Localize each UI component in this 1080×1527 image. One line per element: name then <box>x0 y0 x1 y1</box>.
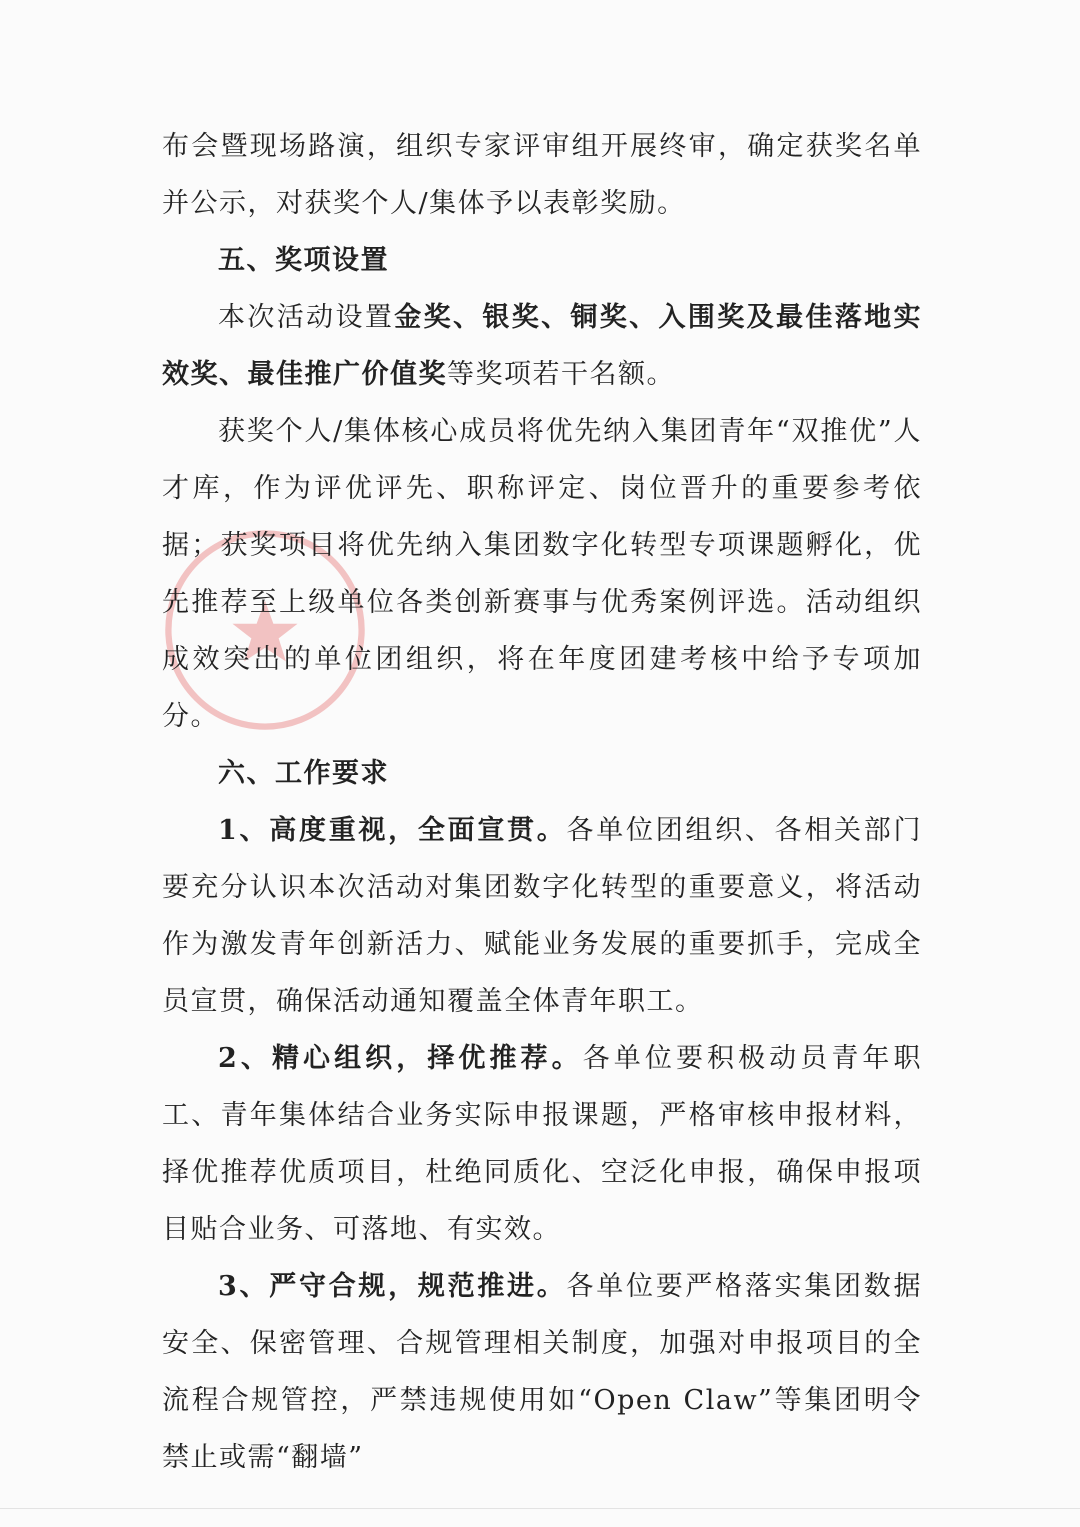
text-run: 各单位要严格落实集团数据安全、保密管理、合规管理相关制度，加强对申报项目的全流程合规管控，严禁违规使用如“Open Claw”等集团明令禁止或需“翻墙” <box>162 1271 923 1473</box>
paragraph <box>162 1258 922 1486</box>
paragraph <box>162 802 922 1030</box>
bold-text-run: 五、奖项设置 <box>218 245 389 276</box>
document-body <box>162 118 922 1486</box>
bold-text-run: 2、精心组织，择优推荐。 <box>218 1043 583 1074</box>
page-edge-line <box>0 1508 1080 1509</box>
paragraph <box>162 1030 922 1258</box>
paragraph <box>162 289 922 403</box>
text-run: 获奖个人/集体核心成员将优先纳入集团青年“双推优”人才库，作为评优评先、职称评定、岗位晋升的重要参考依据；获奖项目将优先纳入集团数字化转型专项课题孵化，优先推荐至上级单位各类创新赛事与优秀案例评选。活动组织成效突出的单位团组织，将在年度团建考核中给予专项加分。 <box>162 416 922 732</box>
paragraph <box>162 118 922 232</box>
text-run: 本次活动设置 <box>218 302 395 333</box>
bold-text-run: 金奖、银奖、铜奖、入围奖及最佳落地实效奖、最佳推广价值奖 <box>162 302 923 390</box>
text-run: 各单位要积极动员青年职工、青年集体结合业务实际申报课题，严格审核申报材料，择优推荐优质项目，杜绝同质化、空泛化申报，确保申报项目贴合业务、可落地、有实效。 <box>162 1043 922 1245</box>
text-run: 各单位团组织、各相关部门要充分认识本次活动对集团数字化转型的重要意义，将活动作为激发青年创新活力、赋能业务发展的重要抓手，完成全员宣贯，确保活动通知覆盖全体青年职工。 <box>162 815 923 1017</box>
bold-text-run: 1、高度重视，全面宣贯。 <box>218 815 567 846</box>
paragraph <box>162 403 922 745</box>
text-run: 等奖项若干名额。 <box>447 359 675 390</box>
section-heading <box>162 232 922 289</box>
section-heading <box>162 745 922 802</box>
text-run: 布会暨现场路演，组织专家评审组开展终审，确定获奖名单并公示，对获奖个人/集体予以表彰奖励。 <box>162 131 922 219</box>
bold-text-run: 3、严守合规，规范推进。 <box>218 1271 567 1302</box>
bold-text-run: 六、工作要求 <box>218 758 389 789</box>
